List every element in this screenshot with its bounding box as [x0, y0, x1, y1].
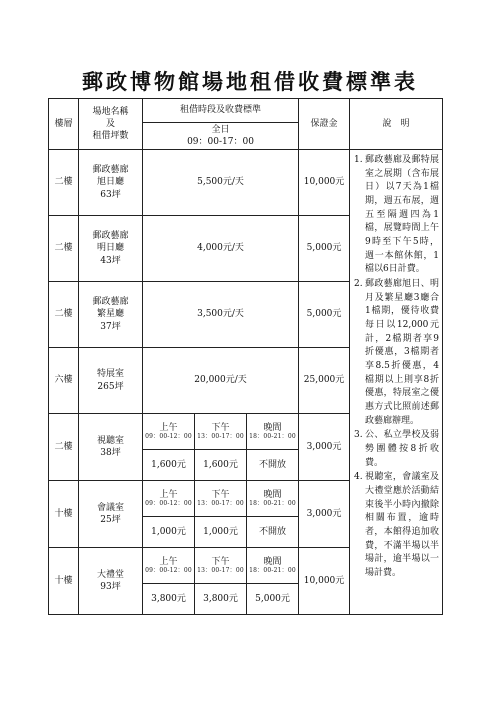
slot-header: 下午 13：00-17：00	[195, 548, 247, 584]
header-notes: 說 明	[350, 99, 443, 150]
row-venue: 特展室 265坪	[79, 348, 143, 414]
slot-header: 下午 13：00-17：00	[195, 414, 247, 450]
row-venue: 郵政藝廊 繁星廳 37坪	[79, 282, 143, 348]
header-allday: 全日 09：00-17：00	[143, 123, 299, 150]
row-floor: 六樓	[49, 348, 79, 414]
note-item: 3. 公、私立學校及弱勢團體按8折收費。	[354, 430, 440, 468]
slot-price: 3,800元	[195, 584, 247, 615]
row-venue: 郵政藝廊 明日廳 43坪	[79, 216, 143, 282]
row-venue: 會議室 25坪	[79, 481, 143, 548]
row-deposit: 10,000元	[299, 548, 350, 615]
row-price: 3,500元/天	[143, 282, 299, 348]
slot-header: 下午 13：00-17：00	[195, 481, 247, 517]
slot-header: 晚間 18：00-21：00	[247, 481, 299, 517]
row-floor: 二樓	[49, 216, 79, 282]
slot-header: 晚間 18：00-21：00	[247, 414, 299, 450]
row-venue: 郵政藝廊 旭日廳 63坪	[79, 150, 143, 216]
note-item: 4. 視聽室，會議室及大禮堂應於活動結束後半小時內撤除相關布置，逾時者，本館得追加收費，不滿半場以半場計，逾半場以一場計費。	[354, 472, 440, 579]
header-deposit: 保證金	[299, 99, 350, 150]
row-floor: 十樓	[49, 481, 79, 548]
slot-price: 不開放	[247, 450, 299, 481]
slot-price: 3,800元	[143, 584, 195, 615]
slot-price: 1,600元	[143, 450, 195, 481]
slot-price: 1,600元	[195, 450, 247, 481]
slot-price: 5,000元	[247, 584, 299, 615]
notes-list	[354, 154, 439, 581]
row-price: 20,000元/天	[143, 348, 299, 414]
header-venue: 場地名稱 及 租借坪數	[79, 99, 143, 150]
note-item: 1. 郵政藝廊及郵特展室之展期（含布展日）以7天為1檔期，週五布展，週五至隔週四為1檔，展覽時間上午9時至下午5時，週一本館休館，1檔以6日計費。	[354, 155, 440, 275]
header-period: 租借時段及收費標準	[143, 99, 299, 123]
row-floor: 二樓	[49, 150, 79, 216]
note-item: 2. 郵政藝廊旭日、明月及繁星廳3廳合1檔期，優待收費每日以12,000元計，2檔期者享9折優惠，3檔期者享8.5折優惠，4檔期以上則享8折優惠，特展室之優惠方式比照前述郵政藝廊辦理。	[354, 279, 440, 426]
slot-header: 上午 09：00-12：00	[143, 414, 195, 450]
page-title: 郵政博物館場地租借收費標準表	[82, 69, 418, 94]
row-floor: 十樓	[49, 548, 79, 615]
row-floor: 二樓	[49, 282, 79, 348]
row-deposit: 25,000元	[299, 348, 350, 414]
row-deposit: 5,000元	[299, 216, 350, 282]
slot-price: 1,000元	[143, 517, 195, 548]
row-deposit: 3,000元	[299, 481, 350, 548]
slot-price: 1,000元	[195, 517, 247, 548]
row-venue: 視聽室 38坪	[79, 414, 143, 481]
row-deposit: 3,000元	[299, 414, 350, 481]
row-price: 5,500元/天	[143, 150, 299, 216]
header-row	[49, 99, 443, 123]
row-deposit: 5,000元	[299, 282, 350, 348]
table-row	[49, 150, 443, 216]
row-price: 4,000元/天	[143, 216, 299, 282]
slot-header: 上午 09：00-12：00	[143, 481, 195, 517]
notes-cell	[350, 150, 443, 615]
slot-price: 不開放	[247, 517, 299, 548]
row-venue: 大禮堂 93坪	[79, 548, 143, 615]
header-floor: 樓層	[49, 99, 79, 150]
row-floor: 二樓	[49, 414, 79, 481]
row-deposit: 10,000元	[299, 150, 350, 216]
slot-header: 晚間 18：00-21：00	[247, 548, 299, 584]
slot-header: 上午 09：00-12：00	[143, 548, 195, 584]
fee-table	[48, 98, 443, 615]
